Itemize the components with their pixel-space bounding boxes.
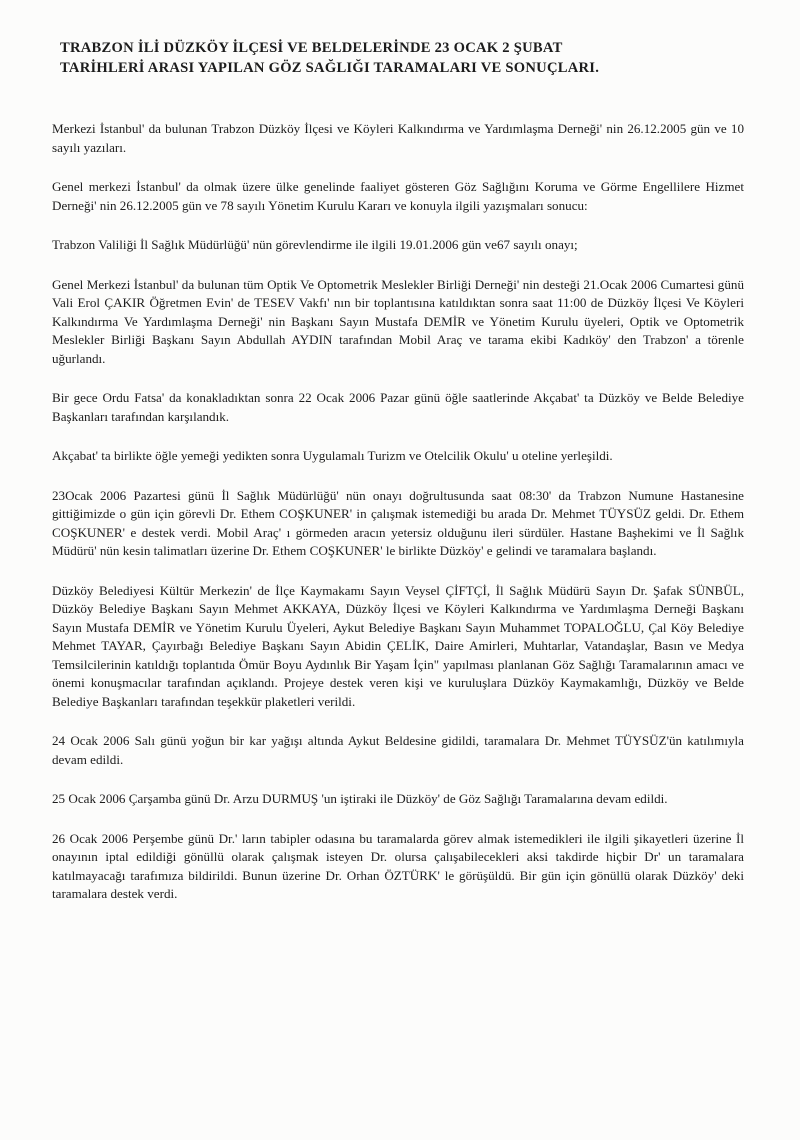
paragraph-10: 25 Ocak 2006 Çarşamba günü Dr. Arzu DURMUŞ 'un iştiraki ile Düzköy' de Göz Sağlığı Taramalarına devam edildi. xyxy=(52,791,668,806)
paragraph-6: Akçabat' ta birlikte öğle yemeği yedikten sonra Uygulamalı Turizm ve Otelcilik Okulu' u oteline yerleşildi. xyxy=(52,448,613,463)
paragraph-4: Genel Merkezi İstanbul' da bulunan tüm Optik Ve Optometrik Meslekler Birliği Derneği' nin desteği 21.Ocak 2006 Cumartesi günü Vali Erol ÇAKIR Öğretmen Evin' de TESEV Vakfı' nın bir toplantısına katıldıktan sonra saat 11:00 de Düzköy İlçesi Ve Köyleri Kalkındırma Ve Yardımlaşma Derneği' nin Başkanı Sayın Mustafa DEMİR ve Yönetim Kurulu üyeleri, Optik ve Optometrik Meslekler Birliği Başkanı Sayın Abdullah AYDIN tarafından Mobil Araç ve tarama ekibi Kadıköy' den Trabzon' a törenle uğurlandı. xyxy=(52,276,744,366)
paragraph-8: Düzköy Belediyesi Kültür Merkezin' de İlçe Kaymakamı Sayın Veysel ÇİFTÇİ, İl Sağlık Müdürü Sayın Dr. Şafak SÜNBÜL, Düzköy Belediye Başkanı Sayın Mehmet AKKAYA, Düzköy İlçesi ve Köyleri Kalkındırma ve Yardımlaşma Derneği Başkanı Sayın Mustafa DEMİR ve Yönetim Kurulu Üyeleri, Aykut Belediye Başkanı Sayın Muhammet TOPALOĞLU, Çal Köy Belediye Mehmet TAYAR, Çayırbağı Belediye Başkanı Sayın Abidin ÇELİK, Daire Amirleri, Muhtarlar, Vatandaşlar, Basın ve Medya Temsilcilerinin katıldığı toplantıda Ömür Boyu Aydınlık Bir Yaşam İçin" yapılması planlanan Göz Sağlığı Taramalarının amacı ve önemi konuşmacılar tarafından açıklandı. Projeye destek veren kişi ve kuruluşlara Düzköy Kaymakamlığı, Düzköy ve Belde Belediye Başkanları tarafından teşekkür plaketleri verildi. xyxy=(52,582,744,709)
paragraph-5: Bir gece Ordu Fatsa' da konakladıktan sonra 22 Ocak 2006 Pazar günü öğle saatlerinde Akçabat' ta Düzköy ve Belde Belediye Başkanları tarafından karşılandık. xyxy=(52,390,744,424)
paragraph-7: 23Ocak 2006 Pazartesi günü İl Sağlık Müdürlüğü' nün onayı doğrultusunda saat 08:30' da Trabzon Numune Hastanesine gittiğimizde o gün için görevli Dr. Ethem COŞKUNER' in çalışmak istemediği bu arada Dr. Mehmet TÜYSÜZ geldi. Dr. Ethem COŞKUNER' e destek verdi. Mobil Araç' ı görmeden aracın yetersiz olduğunu ileri sürdüler. Hastane Başhekimi ve İl Sağlık Müdürü' nün kesin talimatları üzerine Dr. Ethem COŞKUNER' le birlikte Düzköy' e gelindi ve taramalara başlandı. xyxy=(52,487,744,558)
paragraph-2: Genel merkezi İstanbul' da olmak üzere ülke genelinde faaliyet gösteren Göz Sağlığını Koruma ve Görme Engellilere Hizmet Derneği' nin 26.12.2005 gün ve 78 sayılı Yönetim Kurulu Kararı ve konuyla ilgili yazışmaları sonucu: xyxy=(52,179,744,213)
paragraph-3: Trabzon Valiliği İl Sağlık Müdürlüğü' nün görevlendirme ile ilgili 19.01.2006 gün ve67 sayılı onayı; xyxy=(52,237,578,252)
document-body xyxy=(52,120,744,904)
title-line-1: TRABZON İLİ DÜZKÖY İLÇESİ VE BELDELERİNDE 23 OCAK 2 ŞUBAT xyxy=(60,40,563,56)
paragraph-11: 26 Ocak 2006 Perşembe günü Dr.' ların tabipler odasına bu taramalarda görev almak istemedikleri ile ilgili şikayetleri üzerine İl onayının iptal edildiği gönüllü olarak çalışmak isteyen Dr. olursa çalışabilecekleri aksi takdirde hiçbir Dr' un taramalara katılmayacağı tarafımıza bildirildi. Bunun üzerine Dr. Orhan ÖZTÜRK' le görüşüldü. Bir gün için gönüllü olarak Düzköy' deki taramalara destek verdi. xyxy=(52,830,744,901)
paragraph-1: Merkezi İstanbul' da bulunan Trabzon Düzköy İlçesi ve Köyleri Kalkındırma ve Yardımlaşma Derneği' nin 26.12.2005 gün ve 10 sayılı yazıları. xyxy=(52,121,744,155)
document-title xyxy=(60,38,760,78)
paragraph-9: 24 Ocak 2006 Salı günü yoğun bir kar yağışı altında Aykut Beldesine gidildi, taramalara Dr. Mehmet TÜYSÜZ'ün katılımıyla devam edildi. xyxy=(52,733,744,767)
title-line-2: TARİHLERİ ARASI YAPILAN GÖZ SAĞLIĞI TARAMALARI VE SONUÇLARI. xyxy=(60,60,600,76)
